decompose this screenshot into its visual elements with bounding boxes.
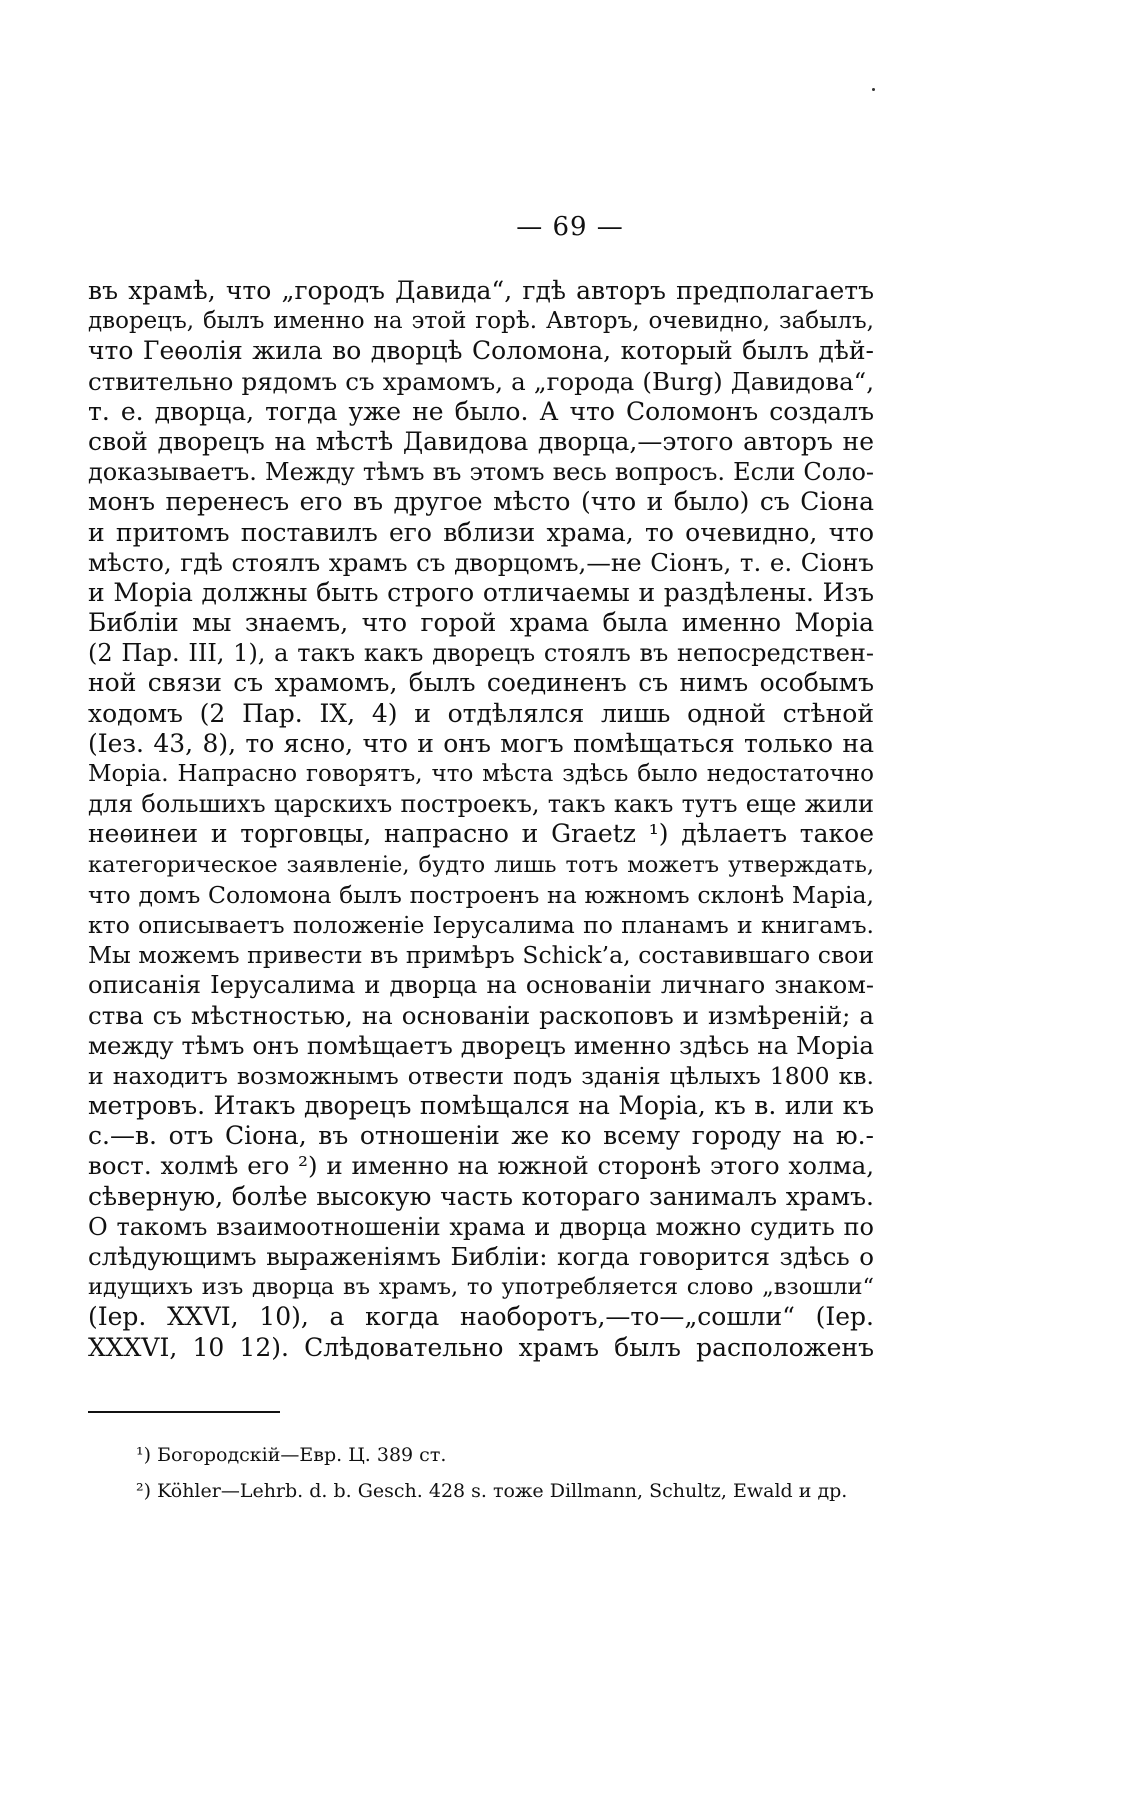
footnote-2: ²) Köhler—Lehrb. d. b. Gesch. 428 s. тоже Dillmann, Schultz, Ewald и др. bbox=[136, 1480, 848, 1502]
text-line: XXXVI, 10 12). Слѣдовательно храмъ былъ расположенъ bbox=[88, 1332, 874, 1362]
text-line: что Геѳолія жила во дворцѣ Соломона, который былъ дѣй- bbox=[88, 336, 874, 366]
text-line: слѣдующимъ выраженіямъ Библіи: когда говорится здѣсь о bbox=[88, 1242, 874, 1271]
footnote-rule bbox=[88, 1411, 280, 1413]
body-text bbox=[88, 276, 874, 1363]
text-line: и находитъ возможнымъ отвести подъ зданія цѣлыхъ 1800 кв. bbox=[88, 1061, 874, 1090]
text-line: для большихъ царскихъ построекъ, такъ какъ тутъ еще жили bbox=[88, 790, 874, 819]
text-line: свой дворецъ на мѣстѣ Давидова дворца,—этого авторъ не bbox=[88, 426, 874, 456]
text-line: ства съ мѣстностью, на основаніи раскоповъ и измѣреній; а bbox=[88, 1000, 874, 1030]
scan-speck bbox=[872, 88, 875, 91]
text-line: дворецъ, былъ именно на этой горѣ. Авторъ, очевидно, забылъ, bbox=[88, 308, 874, 335]
text-line: вост. холмѣ его ²) и именно на южной сторонѣ этого холма, bbox=[88, 1151, 874, 1181]
text-line: Библіи мы знаемъ, что горой храма была именно Моріа bbox=[88, 608, 874, 638]
text-line: Мы можемъ привести въ примѣръ Schick’a, составившаго свои bbox=[88, 941, 874, 970]
text-line: ствительно рядомъ съ храмомъ, а „города (Burg) Давидова“, bbox=[88, 366, 874, 396]
footnotes bbox=[88, 1440, 888, 1506]
text-line: идущихъ изъ дворца въ храмъ, то употребляется слово „взошли“ bbox=[88, 1274, 874, 1301]
text-line: т. е. дворца, тогда уже не было. А что Соломонъ создалъ bbox=[88, 396, 874, 426]
text-line: (Iер. XXVI, 10), а когда наоборотъ,—то—„сошли“ (Iер. bbox=[88, 1302, 874, 1332]
page-number: — 69 — bbox=[516, 212, 624, 242]
text-line: Моріа. Напрасно говорятъ, что мѣста здѣсь было недостаточно bbox=[88, 761, 874, 787]
text-line: и притомъ поставилъ его вблизи храма, то очевидно, что bbox=[88, 517, 874, 547]
text-line: и Моріа должны быть строго отличаемы и раздѣлены. Изъ bbox=[88, 577, 874, 607]
text-line: въ храмѣ, что „городъ Давида“, гдѣ авторъ предполагаетъ bbox=[88, 276, 874, 305]
text-line: ходомъ (2 Пар. IX, 4) и отдѣлялся лишь одной стѣной bbox=[88, 698, 874, 728]
text-line: между тѣмъ онъ помѣщаетъ дворецъ именно здѣсь на Моріа bbox=[88, 1030, 874, 1060]
text-line: О такомъ взаимоотношеніи храма и дворца можно судить по bbox=[88, 1212, 874, 1241]
text-line: монъ перенесъ его въ другое мѣсто (что и было) съ Сіона bbox=[88, 487, 874, 517]
text-line: неѳинеи и торговцы, напрасно и Graetz ¹) дѣлаетъ такое bbox=[88, 819, 874, 849]
text-line: метровъ. Итакъ дворецъ помѣщался на Моріа, къ в. или къ bbox=[88, 1091, 874, 1121]
text-line: с.—в. отъ Сіона, въ отношеніи же ко всему городу на ю.- bbox=[88, 1121, 874, 1151]
text-line: кто описываетъ положеніе Іерусалима по планамъ и книгамъ. bbox=[88, 910, 874, 939]
footnote-1: ¹) Богородскій—Евр. Ц. 389 ст. bbox=[136, 1444, 447, 1466]
text-line: (2 Пар. III, 1), а такъ какъ дворецъ стоялъ въ непосредствен- bbox=[88, 639, 874, 668]
text-line: что домъ Соломона былъ построенъ на южномъ склонѣ Маріа, bbox=[88, 880, 874, 909]
text-line: описанія Іерусалима и дворца на основаніи личнаго знаком- bbox=[88, 971, 874, 1000]
text-line: (Iез. 43, 8), то ясно, что и онъ могъ помѣщаться только на bbox=[88, 728, 874, 758]
text-line: мѣсто, гдѣ стоялъ храмъ съ дворцомъ,—не Сіонъ, т. е. Сіонъ bbox=[88, 547, 874, 577]
text-line: ной связи съ храмомъ, былъ соединенъ съ нимъ особымъ bbox=[88, 668, 874, 698]
text-line: доказываетъ. Между тѣмъ въ этомъ весь вопросъ. Если Соло- bbox=[88, 458, 874, 487]
text-line: категорическое заявленіе, будто лишь тотъ можетъ утверждать, bbox=[88, 851, 874, 878]
text-line: сѣверную, болѣе высокую часть котораго занималъ храмъ. bbox=[88, 1181, 874, 1211]
